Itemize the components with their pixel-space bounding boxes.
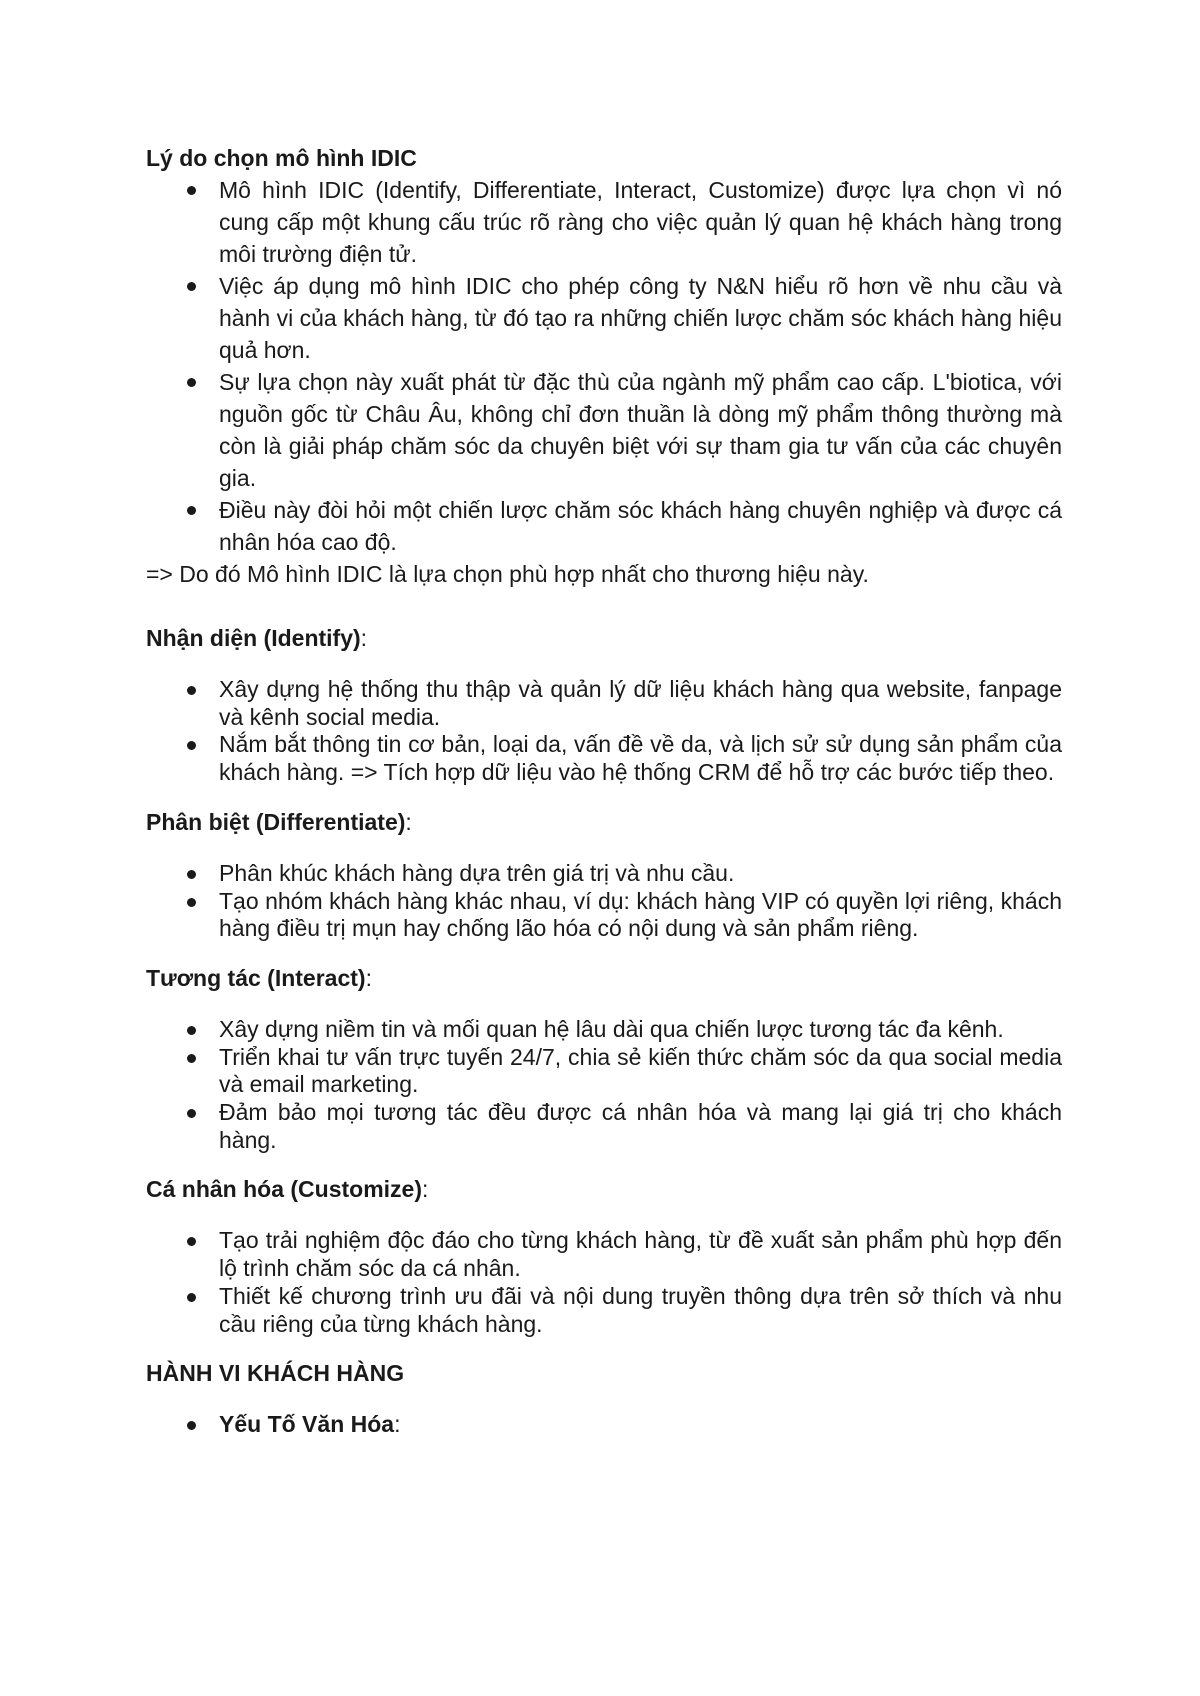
section-heading-behavior: HÀNH VI KHÁCH HÀNG: [146, 1360, 405, 1387]
list-item: Phân khúc khách hàng dựa trên giá trị và nhu cầu.: [146, 860, 1062, 888]
interact-list: [146, 1016, 1062, 1155]
heading-text: Nhận diện (Identify): [146, 625, 361, 651]
identify-list: [146, 676, 1062, 787]
behavior-list: [146, 1411, 1062, 1439]
list-item: Điều này đòi hỏi một chiến lược chăm sóc khách hàng chuyên nghiệp và được cá nhân hóa cao độ.: [146, 494, 1062, 558]
list-item: Mô hình IDIC (Identify, Differentiate, Interact, Customize) được lựa chọn vì nó cung cấp một khung cấu trúc rõ ràng cho việc quản lý quan hệ khách hàng trong môi trường điện tử.: [146, 174, 1062, 270]
heading-text: Cá nhân hóa (Customize): [146, 1176, 423, 1203]
list-item: Nắm bắt thông tin cơ bản, loại da, vấn đề về da, và lịch sử sử dụng sản phẩm của khách hàng. => Tích hợp dữ liệu vào hệ thống CRM để hỗ trợ các bước tiếp theo.: [146, 731, 1062, 786]
bullet-colon: :: [394, 1411, 401, 1438]
heading-text: Phân biệt (Differentiate): [146, 808, 406, 835]
list-item: Sự lựa chọn này xuất phát từ đặc thù của ngành mỹ phẩm cao cấp. L'biotica, với nguồn gốc từ Châu Âu, không chỉ đơn thuần là dòng mỹ phẩm thông thường mà còn là giải pháp chăm sóc da chuyên biệt với sự tham gia tư vấn của các chuyên gia.: [146, 366, 1062, 494]
heading-text: Tương tác (Interact): [146, 964, 366, 991]
reason-list: [146, 174, 1062, 558]
conclusion-text: => Do đó Mô hình IDIC là lựa chọn phù hợp nhất cho thương hiệu này.: [146, 561, 869, 587]
customize-list: [146, 1227, 1062, 1338]
differentiate-list: [146, 860, 1062, 943]
heading-colon: :: [422, 1176, 429, 1203]
list-item: Việc áp dụng mô hình IDIC cho phép công ty N&N hiểu rõ hơn về nhu cầu và hành vi của khách hàng, từ đó tạo ra những chiến lược chăm sóc khách hàng hiệu quả hơn.: [146, 270, 1062, 366]
list-item: Triển khai tư vấn trực tuyến 24/7, chia sẻ kiến thức chăm sóc da qua social media và email marketing.: [146, 1044, 1062, 1099]
section-heading-customize: [146, 1173, 1062, 1205]
list-item: Xây dựng hệ thống thu thập và quản lý dữ liệu khách hàng qua website, fanpage và kênh social media.: [146, 676, 1062, 731]
section-heading-interact: [146, 962, 1062, 994]
heading-colon: :: [405, 808, 412, 835]
heading-colon: :: [360, 625, 368, 651]
list-item: Tạo trải nghiệm độc đáo cho từng khách hàng, từ đề xuất sản phẩm phù hợp đến lộ trình chăm sóc da cá nhân.: [146, 1227, 1062, 1282]
bullet-bold-text: Yếu Tố Văn Hóa: [219, 1411, 395, 1438]
section-heading-reason: Lý do chọn mô hình IDIC: [146, 145, 417, 171]
list-item: Thiết kế chương trình ưu đãi và nội dung truyền thông dựa trên sở thích và nhu cầu riêng của từng khách hàng.: [146, 1283, 1062, 1338]
document-page: [146, 142, 1062, 1439]
list-item: Đảm bảo mọi tương tác đều được cá nhân hóa và mang lại giá trị cho khách hàng.: [146, 1099, 1062, 1154]
list-item: Tạo nhóm khách hàng khác nhau, ví dụ: khách hàng VIP có quyền lợi riêng, khách hàng điều trị mụn hay chống lão hóa có nội dung và sản phẩm riêng.: [146, 888, 1062, 943]
list-item: [146, 1411, 1062, 1439]
list-item: Xây dựng niềm tin và mối quan hệ lâu dài qua chiến lược tương tác đa kênh.: [146, 1016, 1062, 1044]
section-heading-differentiate: [146, 806, 1062, 838]
heading-colon: :: [365, 964, 372, 991]
section-heading-identify: [146, 622, 1062, 654]
